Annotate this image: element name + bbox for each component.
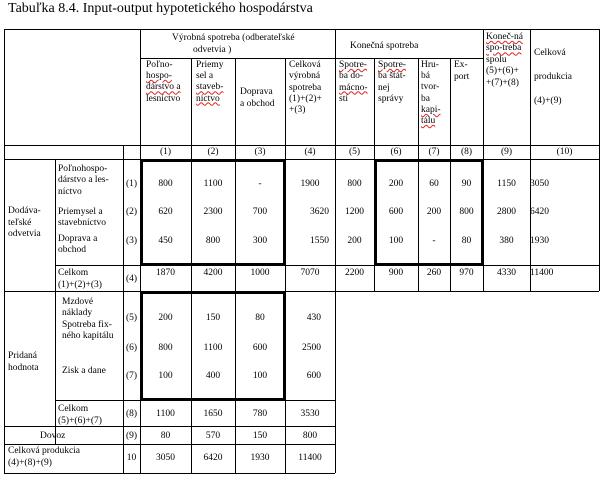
table-rule <box>4 291 599 292</box>
value-cell: 80 <box>461 236 472 246</box>
header-col-9: spolu <box>486 54 507 65</box>
row-label: dárstvo a les- <box>58 175 109 186</box>
header-col-5: Spotre- <box>339 60 367 70</box>
group-label-dodavatelske: teľské <box>8 217 32 228</box>
group-label-pridana: Pridaná <box>8 351 38 361</box>
row-number: (5) <box>125 313 138 323</box>
value-cell: 800 <box>158 343 173 353</box>
column-number: (8) <box>460 147 473 157</box>
table-rule <box>530 29 531 291</box>
header-col-7: kapi- <box>421 104 441 115</box>
row-number: (6) <box>125 343 138 353</box>
table-rule <box>450 58 451 291</box>
column-number: (7) <box>428 147 440 157</box>
table-rule <box>123 145 124 159</box>
value-cell: 150 <box>205 313 221 323</box>
table-rule <box>4 444 335 445</box>
value-cell: 430 <box>306 313 321 323</box>
value-cell: 3050 <box>156 453 175 463</box>
row-number: (9) <box>125 431 138 441</box>
value-cell: 200 <box>158 313 173 323</box>
header-col-2: sel a <box>196 71 214 82</box>
header-col-5: stí <box>339 93 348 104</box>
column-number: (3) <box>254 147 266 157</box>
row-label-celkova-produkcia: (4)+(8)+(9) <box>8 458 52 468</box>
value-cell: 800 <box>302 431 318 441</box>
header-col-4: (1)+(2)+ <box>289 93 322 104</box>
header-col-7: bá <box>421 71 430 82</box>
row-number: (1) <box>125 179 138 189</box>
value-cell: 80 <box>160 431 171 441</box>
value-cell: 200 <box>388 179 404 189</box>
header-col-9: spo-treba <box>486 43 522 54</box>
header-col-7: Hru- <box>421 60 439 70</box>
value-cell: 80 <box>255 313 265 323</box>
value-cell: 800 <box>158 179 173 189</box>
value-cell: 4200 <box>203 268 223 278</box>
header-col-1: Poľno- <box>146 60 173 70</box>
value-cell: 11400 <box>298 453 322 463</box>
value-cell: 620 <box>158 207 173 217</box>
row-label: náklady <box>62 308 93 319</box>
table-border-top <box>4 29 599 30</box>
row-label-dovoz: Dovoz <box>40 431 66 441</box>
table-rule <box>4 426 335 427</box>
row-number: (7) <box>125 371 138 381</box>
row-label: stavebníctvo <box>58 218 107 229</box>
value-cell: 3530 <box>300 409 320 419</box>
value-cell: 450 <box>158 236 173 246</box>
row-number: (2) <box>125 207 138 217</box>
value-cell: 600 <box>252 343 268 353</box>
header-col-7: ba <box>421 93 430 104</box>
value-cell: 1100 <box>203 343 223 353</box>
row-label: ného kapitálu <box>62 331 114 342</box>
header-col-6: ba štát- <box>378 71 406 82</box>
table-rule <box>140 58 483 59</box>
row-label: Celkom <box>58 268 89 278</box>
row-number: (3) <box>125 236 138 246</box>
row-label: Spotreba fix- <box>62 320 112 330</box>
column-number: (10) <box>556 147 573 157</box>
bold-box-intermediate <box>140 263 286 266</box>
header-col-5: ba do- <box>339 71 364 82</box>
header-col-8: port <box>454 71 470 82</box>
header-col-4: spotreba <box>289 82 322 93</box>
header-col-8: Ex- <box>454 60 468 70</box>
value-cell: 1930 <box>530 236 549 246</box>
header-col-9: Koneč-ná <box>486 32 523 42</box>
header-col-7: tvor- <box>421 82 440 93</box>
value-cell: 3050 <box>530 179 549 189</box>
row-number: (8) <box>125 409 138 419</box>
value-cell: 800 <box>347 179 362 189</box>
header-col-1: lesníctvo <box>146 93 181 104</box>
row-label: Zisk a dane <box>62 366 106 376</box>
value-cell: - <box>432 236 436 246</box>
value-cell: 400 <box>205 371 221 381</box>
header-col-10: (4)+(9) <box>534 96 562 106</box>
value-cell: 2300 <box>203 207 223 217</box>
row-label: (5)+(6)+(7) <box>58 415 102 426</box>
column-number: (2) <box>207 147 219 157</box>
header-col-10: produkcia <box>534 72 572 82</box>
value-cell: - <box>258 179 262 189</box>
header-col-4: Celková <box>289 60 321 70</box>
value-cell: 7070 <box>300 268 320 278</box>
value-cell: 1000 <box>250 268 270 278</box>
value-cell: 200 <box>426 207 442 217</box>
header-col-3: Doprava <box>240 87 273 97</box>
value-cell: 100 <box>158 371 173 381</box>
table-rule <box>55 159 56 444</box>
header-col-10: Celková <box>534 48 566 58</box>
value-cell: 600 <box>388 207 404 217</box>
value-cell: 11400 <box>530 268 554 278</box>
value-cell: 3620 <box>310 207 329 217</box>
header-col-7: tálu <box>421 116 436 126</box>
value-cell: 700 <box>252 207 268 217</box>
value-cell: 800 <box>205 236 221 246</box>
row-label: níctvo <box>58 186 82 197</box>
value-cell: 100 <box>388 236 404 246</box>
value-cell: 780 <box>252 409 268 419</box>
header-vyrobna: Výrobná spotreba (odberateľské <box>172 33 295 43</box>
header-col-4: výrobná <box>289 71 321 82</box>
bold-box-final-use <box>374 263 484 266</box>
value-cell: 90 <box>461 179 472 189</box>
value-cell: 1100 <box>156 409 175 419</box>
header-col-3: a obchod <box>240 98 275 109</box>
value-cell: 1930 <box>250 453 270 463</box>
value-cell: 150 <box>252 431 268 441</box>
value-cell: 1650 <box>203 409 223 419</box>
header-col-5: mácno- <box>339 82 368 93</box>
table-title: Tabuľka 8.4. Input-output hypotetického hospodárstva <box>8 1 313 16</box>
value-cell: 60 <box>429 179 439 189</box>
value-cell: 800 <box>459 207 474 217</box>
value-cell: 260 <box>426 268 442 278</box>
group-label-pridana: hodnota <box>8 362 39 373</box>
row-number: (4) <box>125 274 138 284</box>
table-border-right <box>599 29 600 291</box>
header-col-2: staveb- <box>196 82 224 93</box>
value-cell: 1550 <box>310 236 329 246</box>
header-col-1: dárstvo a <box>146 82 181 93</box>
bold-box-final-use <box>374 159 484 162</box>
row-label: Poľnohospo- <box>58 164 108 174</box>
table-rule <box>4 159 599 160</box>
header-col-6: nej <box>378 82 390 93</box>
value-cell: 900 <box>388 268 404 278</box>
column-number: (4) <box>304 147 316 157</box>
table-border-left <box>4 29 5 473</box>
row-label: Doprava a <box>58 234 98 244</box>
row-label: Priemysel a <box>58 207 103 217</box>
column-number: (9) <box>500 147 513 157</box>
header-konecna: Konečná spotreba <box>350 41 419 51</box>
value-cell: 380 <box>499 236 514 246</box>
group-label-dodavatelske: odvetvia <box>8 229 41 239</box>
value-cell: 2200 <box>345 268 364 278</box>
bold-box-value-added <box>140 291 286 294</box>
header-col-9: +(7)+(8) <box>486 77 519 88</box>
value-cell: 1900 <box>300 179 320 189</box>
row-label: Celkom <box>58 404 89 414</box>
value-cell: 6420 <box>530 207 549 217</box>
value-cell: 4330 <box>497 268 516 278</box>
value-cell: 1100 <box>203 179 223 189</box>
row-label-celkova-produkcia: Celková produkcia <box>8 446 81 456</box>
header-col-6: správy <box>378 93 404 104</box>
table-rule <box>55 265 599 266</box>
header-col-9: (5)+(6)+ <box>486 66 519 77</box>
value-cell: 570 <box>205 431 221 441</box>
header-col-2: níctvo <box>196 93 220 104</box>
header-col-2: Priemy <box>196 60 224 70</box>
header-col-6: Spotre- <box>378 60 406 70</box>
value-cell: 6420 <box>203 453 223 463</box>
table-rule <box>4 145 599 146</box>
header-col-4: +(3) <box>289 105 306 116</box>
value-cell: 100 <box>252 371 268 381</box>
value-cell: 1150 <box>497 179 516 189</box>
bold-box-intermediate <box>140 159 286 162</box>
row-label: obchod <box>58 245 86 256</box>
header-vyrobna: odvetvia ) <box>193 45 232 55</box>
value-cell: 970 <box>459 268 474 278</box>
value-cell: 300 <box>252 236 268 246</box>
group-label-dodavatelske: Dodáva- <box>8 206 41 216</box>
value-cell: 2500 <box>302 343 321 353</box>
row-label: Mzdové <box>62 297 94 307</box>
column-number: (5) <box>348 147 361 157</box>
column-number: (1) <box>159 147 172 157</box>
row-number: 10 <box>126 453 137 463</box>
value-cell: 2800 <box>497 207 516 217</box>
bold-box-value-added <box>140 398 286 401</box>
value-cell: 200 <box>347 236 362 246</box>
table-rule <box>418 58 419 291</box>
row-label: (1)+(2)+(3) <box>58 279 102 290</box>
table-rule <box>335 29 336 473</box>
table-border-bottom <box>4 473 335 474</box>
value-cell: 600 <box>306 371 321 381</box>
header-col-1: hospo- <box>146 71 172 82</box>
value-cell: 1870 <box>156 268 175 278</box>
column-number: (6) <box>390 147 402 157</box>
value-cell: 1200 <box>345 207 364 217</box>
